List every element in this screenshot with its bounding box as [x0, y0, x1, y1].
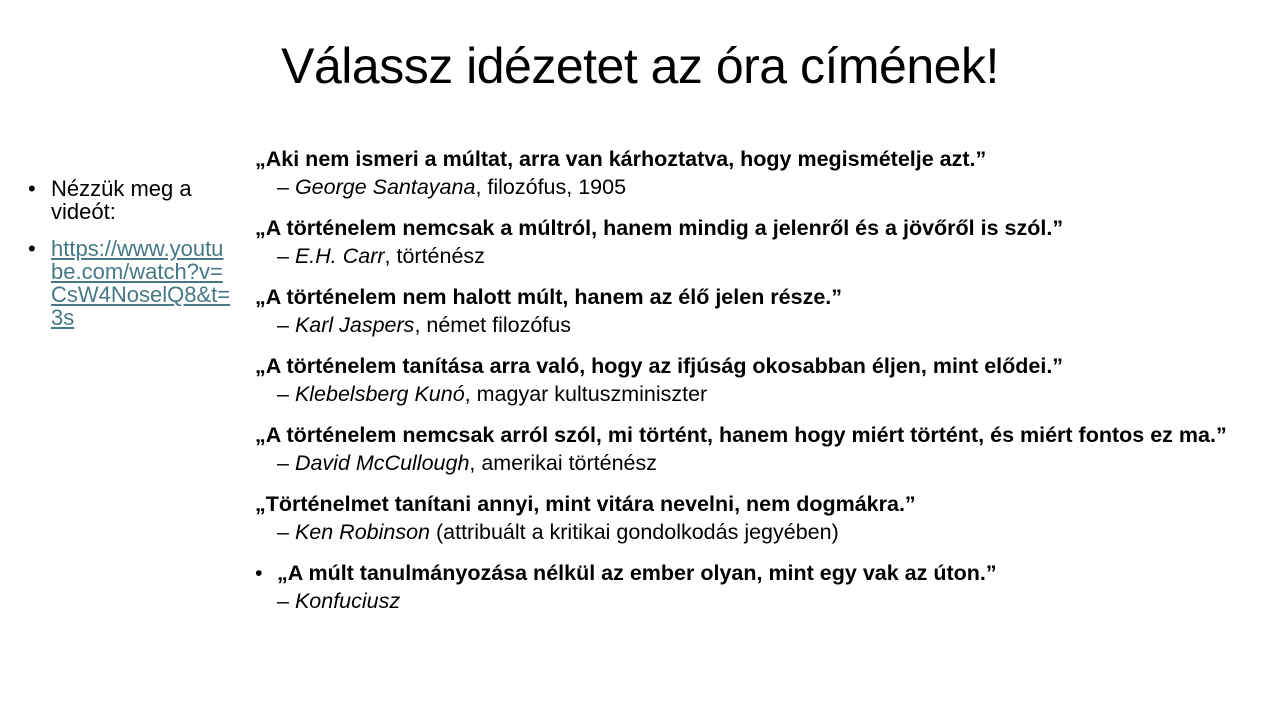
attribution-dash: – — [277, 451, 295, 475]
bullet-icon: • — [28, 176, 36, 201]
quote-item — [255, 559, 1250, 615]
author-description: , német filozófus — [414, 313, 571, 337]
list-item — [28, 237, 233, 329]
attribution-dash: – — [277, 382, 295, 406]
author-description: , amerikai történész — [469, 451, 658, 475]
author-description: (attribuált a kritikai gondolkodás jegyében) — [430, 520, 839, 544]
author-name: George Santayana — [294, 175, 476, 199]
quote-item — [255, 352, 1250, 408]
quote-item — [255, 490, 1250, 546]
attribution-dash: – — [277, 520, 295, 544]
youtube-link[interactable]: https://www.youtube.com/watch?v=CsW4NoselQ8&t=3s — [51, 236, 231, 330]
quote-text: „Aki nem ismeri a múltat, arra van kárhoztatva, hogy megismételje azt.” — [255, 147, 987, 171]
author-description: , filozófus, 1905 — [475, 175, 627, 199]
left-bullet-list — [28, 177, 233, 343]
attribution-dash: – — [277, 313, 295, 337]
quote-text: „A történelem tanítása arra való, hogy az ifjúság okosabban éljen, mint elődei.” — [255, 354, 1064, 378]
author-name: Ken Robinson — [294, 520, 431, 544]
author-name: Klebelsberg Kunó — [294, 382, 465, 406]
quote-text: „A történelem nemcsak a múltról, hanem mindig a jelenről és a jövőről is szól.” — [255, 216, 1064, 240]
author-description: , magyar kultuszminiszter — [464, 382, 708, 406]
author-name: Konfuciusz — [294, 589, 401, 613]
quote-attribution — [255, 311, 1250, 339]
quote-item — [255, 145, 1250, 201]
quote-item — [255, 214, 1250, 270]
author-name: David McCullough — [294, 451, 470, 475]
list-item — [28, 177, 233, 223]
quote-text: „A történelem nemcsak arról szól, mi történt, hanem hogy miért történt, és miért fontos ez ma.” — [255, 423, 1227, 447]
quote-item — [255, 421, 1250, 477]
quote-attribution — [277, 587, 1250, 615]
slide-title: Válassz idézetet az óra címének! — [281, 38, 999, 94]
quote-text: „Történelmet tanítani annyi, mint vitára nevelni, nem dogmákra.” — [255, 492, 916, 516]
quote-item — [255, 283, 1250, 339]
quote-attribution — [255, 173, 1250, 201]
author-name: E.H. Carr — [294, 244, 385, 268]
bullet-icon: • — [255, 561, 263, 585]
author-name: Karl Jaspers — [294, 313, 415, 337]
quote-attribution — [255, 380, 1250, 408]
quotes-list — [255, 145, 1250, 628]
attribution-dash: – — [277, 589, 295, 613]
quote-attribution — [255, 518, 1250, 546]
attribution-dash: – — [277, 244, 295, 268]
attribution-dash: – — [277, 175, 295, 199]
quote-text: „A múlt tanulmányozása nélkül az ember olyan, mint egy vak az úton.” — [277, 561, 997, 585]
author-description: , történész — [384, 244, 485, 268]
quote-text: „A történelem nem halott múlt, hanem az élő jelen része.” — [255, 285, 843, 309]
quote-attribution — [255, 449, 1250, 477]
video-prompt-text: Nézzük meg a videót: — [51, 176, 192, 224]
bullet-icon: • — [28, 236, 36, 261]
quote-attribution — [255, 242, 1250, 270]
